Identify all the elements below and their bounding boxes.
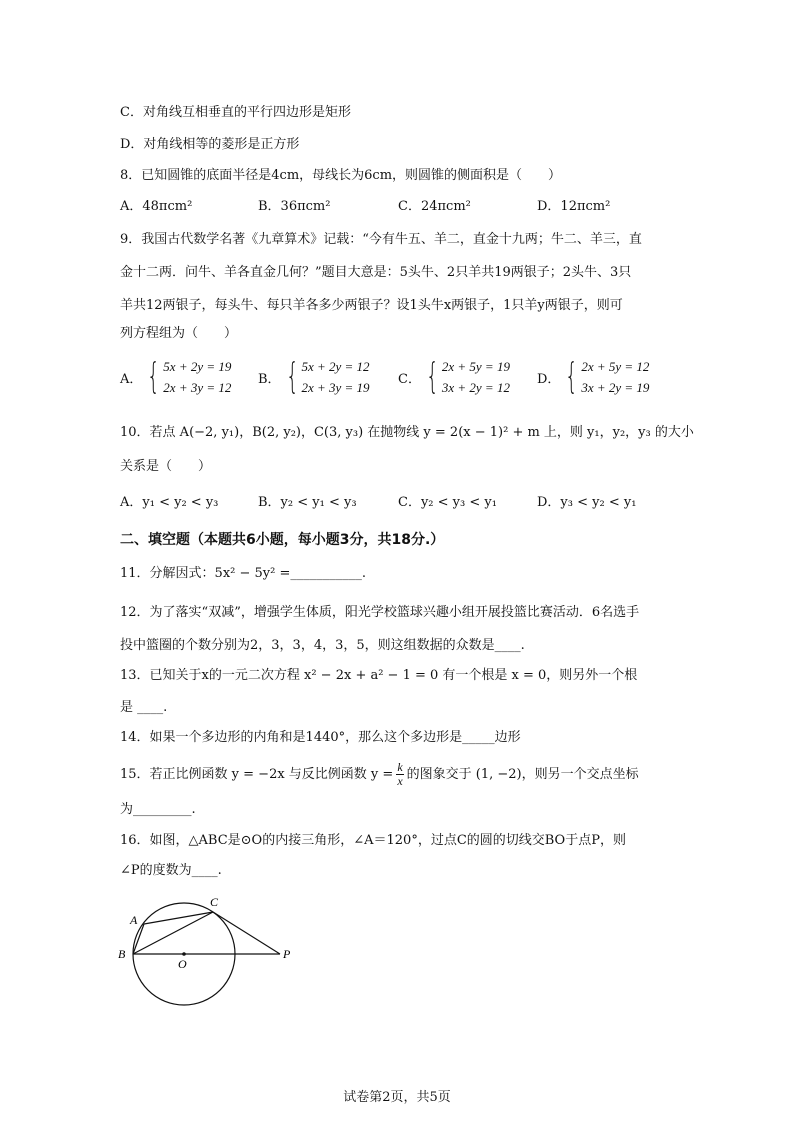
equation: 2x + 5y = 12 (581, 359, 650, 374)
fraction-numerator: k (397, 760, 403, 774)
q10-line-1: 10．若点 A(−2, y₁)，B(2, y₂)，C(3, y₃) 在抛物线 y = 2(x − 1)² + m 上，则 y₁，y₂，y₃ 的大小 (120, 425, 694, 440)
page-footer: 试卷第2页，共5页 (343, 1090, 451, 1105)
q9-line-2: 金十二两．问牛、羊各直金几何？”题目大意是：5头牛、2只羊共19两银子；2头牛、3只 (120, 265, 632, 280)
q9-line-3: 羊共12两银子，每头牛、每只羊各多少两银子？设1头牛x两银子，1只羊y两银子，则可 (120, 298, 623, 313)
q12-line-1: 12．为了落实“双减”，增强学生体质，阳光学校篮球兴趣小组开展投篮比赛活动．6名选手 (120, 605, 640, 620)
q7-option-c: C．对角线互相垂直的平行四边形是矩形 (120, 105, 351, 120)
q9-line-1: 9．我国古代数学名著《九章算术》记载：“今有牛五、羊二，直金十九两；牛二、羊三，直 (120, 232, 642, 247)
q10-line-2: 关系是（ ） (120, 459, 212, 474)
equation: 3x + 2y = 12 (441, 380, 510, 395)
option-label: D． (537, 371, 561, 387)
equation: 2x + 3y = 12 (163, 380, 232, 395)
q7-option-d: D．对角线相等的菱形是正方形 (120, 137, 300, 152)
q9-option-c (398, 356, 510, 398)
q9-option-d (537, 356, 649, 398)
q15-line-1 (120, 761, 639, 788)
q9-option-a (120, 356, 231, 398)
q12-line-2: 投中篮圈的个数分别为2，3，3，4，3，5，则这组数据的众数是____. (120, 638, 525, 653)
q10-option-b: B．y₂ < y₁ < y₃ (258, 495, 357, 510)
equation: 2x + 5y = 19 (441, 359, 510, 374)
q11: 11．分解因式：5x² − 5y² =___________. (120, 566, 366, 581)
brace-icon: { (147, 356, 161, 397)
equation: 5x + 2y = 19 (163, 359, 232, 374)
q8-option-d: D．12πcm² (537, 199, 611, 214)
q8-stem: 8．已知圆锥的底面半径是4cm，母线长为6cm，则圆锥的侧面积是（ ） (120, 168, 562, 183)
label-c: C (210, 895, 219, 909)
q10-option-c: C．y₂ < y₃ < y₁ (398, 495, 497, 510)
q16-line-2: ∠P的度数为____. (120, 863, 222, 878)
brace-icon: { (565, 356, 579, 397)
fraction (396, 761, 403, 788)
label-p: P (283, 947, 291, 961)
equation: 5x + 2y = 12 (301, 359, 370, 374)
q8-option-c: C．24πcm² (398, 199, 471, 214)
q13-line-1: 13．已知关于x的一元二次方程 x² − 2x + a² − 1 = 0 有一个根是 x = 0，则另外一个根 (120, 668, 638, 683)
q16-line-1: 16．如图，△ABC是⊙O的内接三角形，∠A＝120°，过点C的圆的切线交BO于点P，则 (120, 833, 626, 848)
q9-option-b (258, 356, 370, 398)
geometry-figure (110, 888, 310, 1048)
tangent-cp (213, 912, 280, 954)
equation: 3x + 2y = 19 (581, 380, 650, 395)
option-label: C． (398, 371, 421, 387)
brace-icon: { (285, 356, 299, 397)
q8-option-b: B．36πcm² (258, 199, 331, 214)
q10-option-d: D．y₃ < y₂ < y₁ (537, 495, 637, 510)
q10-option-a: A．y₁ < y₂ < y₃ (120, 495, 219, 510)
q14: 14．如果一个多边形的内角和是1440°，那么这个多边形是_____边形 (120, 730, 521, 745)
option-label: B． (258, 371, 281, 387)
option-label: A． (120, 371, 143, 387)
q15-line-2: 为_________. (120, 802, 196, 817)
q13-line-2: 是 ____. (120, 700, 168, 715)
label-a: A (130, 913, 138, 927)
fraction-denominator: x (397, 774, 403, 788)
brace-icon: { (426, 356, 439, 397)
q15-text-b: 的图象交于 (1, −2)，则另一个交点坐标 (406, 766, 639, 782)
q9-line-4: 列方程组为（ ） (120, 326, 238, 341)
label-o: O (178, 957, 187, 971)
q8-option-a: A．48πcm² (120, 199, 193, 214)
segment-bc (133, 912, 213, 954)
section-heading: 二、填空题（本题共6小题，每小题3分，共18分.） (120, 532, 445, 548)
q15-text-a: 15．若正比例函数 y = −2x 与反比例函数 y = (120, 766, 394, 782)
center-point-o (182, 952, 186, 956)
equation: 2x + 3y = 19 (301, 380, 370, 395)
label-b: B (118, 947, 126, 961)
